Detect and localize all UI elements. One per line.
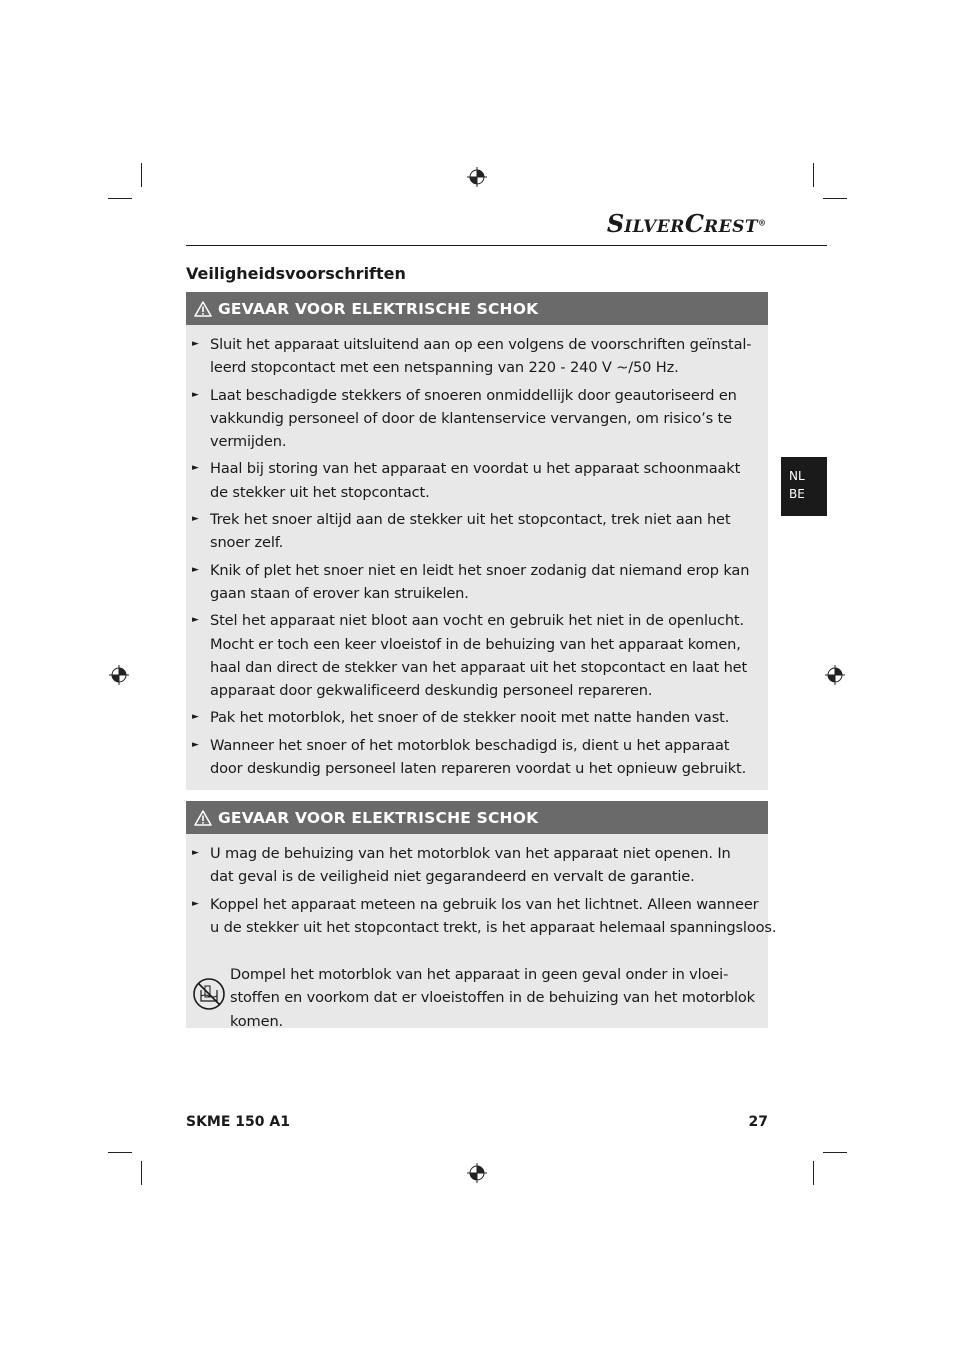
warning-heading-text: GEVAAR VOOR ELEKTRISCHE SCHOK xyxy=(218,808,539,827)
crop-mark xyxy=(813,163,814,187)
list-item xyxy=(192,384,764,454)
warning-heading xyxy=(186,292,768,325)
list-item xyxy=(192,609,764,702)
language-tab xyxy=(781,457,827,516)
bullet-arrow-icon: ► xyxy=(192,463,199,474)
bullet-arrow-icon: ► xyxy=(192,514,199,525)
warning-heading-text: GEVAAR VOOR ELEKTRISCHE SCHOK xyxy=(218,299,539,318)
crop-mark xyxy=(823,1152,847,1153)
crop-mark xyxy=(108,1152,132,1153)
warning-heading xyxy=(186,801,768,834)
crop-mark xyxy=(823,198,847,199)
list-item-text xyxy=(210,559,749,606)
notice-line: komen. xyxy=(230,1012,284,1030)
list-item-text xyxy=(210,842,731,889)
bullet-arrow-icon: ► xyxy=(192,898,199,909)
bullet-arrow-icon: ► xyxy=(192,615,199,626)
list-item-line: Laat beschadigde stekkers of snoeren onmiddellijk door geautoriseerd en xyxy=(210,386,737,404)
list-item-line: apparaat door gekwalificeerd deskundig personeel repareren. xyxy=(210,682,653,700)
list-item-line: Haal bij storing van het apparaat en voordat u het apparaat schoonmaakt xyxy=(210,460,741,478)
list-item-line: Pak het motorblok, het snoer of de stekker nooit met natte handen vast. xyxy=(210,709,730,727)
list-item-line: u de stekker uit het stopcontact trekt, is het apparaat helemaal spanningsloos. xyxy=(210,918,777,936)
list-item-text xyxy=(210,457,740,504)
bullet-arrow-icon: ► xyxy=(192,389,199,400)
list-item-line: Trek het snoer altijd aan de stekker uit het stopcontact, trek niet aan het xyxy=(210,511,731,529)
list-item-text xyxy=(210,609,747,702)
bullet-arrow-icon: ► xyxy=(192,339,199,349)
list-item xyxy=(192,457,764,504)
notice-line: stoffen en voorkom dat er vloeistoffen in de behuizing van het motorblok xyxy=(230,989,755,1007)
warning-box xyxy=(186,801,777,1030)
list-item-line: haal dan direct de stekker van het apparaat uit het stopcontact en laat het xyxy=(210,658,748,676)
list-item xyxy=(192,893,777,940)
registration-mark-icon xyxy=(467,1163,487,1183)
bullet-arrow-icon: ► xyxy=(192,712,199,723)
list-item-line: de stekker uit het stopcontact. xyxy=(210,483,430,501)
list-item-line: Stel het apparaat niet bloot aan vocht en gebruik het niet in de openlucht. xyxy=(210,612,744,630)
warning-box xyxy=(186,292,768,790)
list-item xyxy=(192,734,764,781)
list-item-text xyxy=(210,384,737,454)
list-item-line: vermijden. xyxy=(210,433,287,451)
list-item-line: Koppel het apparaat meteen na gebruik los van het lichtnet. Alleen wanneer xyxy=(210,895,759,913)
safety-list xyxy=(186,834,777,939)
warning-triangle-icon xyxy=(194,810,212,826)
list-item xyxy=(192,333,764,380)
safety-list xyxy=(186,325,768,780)
bullet-arrow-icon: ► xyxy=(192,564,199,575)
list-item-line: dat geval is de veiligheid niet gegarandeerd en vervalt de garantie. xyxy=(210,868,695,886)
brand-logo: SILVERCREST® xyxy=(606,209,766,238)
language-code: BE xyxy=(789,487,805,501)
crop-mark xyxy=(141,1161,142,1185)
warning-triangle-icon xyxy=(194,301,212,317)
registration-mark-icon xyxy=(109,665,129,685)
list-item-text xyxy=(210,508,730,555)
list-item-line: Sluit het apparaat uitsluitend aan op een volgens de voorschriften geïnstal- xyxy=(210,336,752,353)
list-item-line: U mag de behuizing van het motorblok van het apparaat niet openen. In xyxy=(210,845,731,862)
list-item-text xyxy=(210,734,746,781)
list-item-line: Knik of plet het snoer niet en leidt het snoer zodanig dat niemand erop kan xyxy=(210,561,750,579)
footer-model: SKME 150 A1 xyxy=(186,1114,290,1130)
list-item-line: gaan staan of erover kan struikelen. xyxy=(210,584,469,602)
list-item-line: Mocht er toch een keer vloeistof in de behuizing van het apparaat komen, xyxy=(210,635,741,653)
header-divider xyxy=(186,245,827,246)
bullet-arrow-icon: ► xyxy=(192,848,199,858)
list-item xyxy=(192,842,764,889)
list-item xyxy=(192,706,764,729)
list-item-line: door deskundig personeel laten repareren voordat u het opnieuw gebruikt. xyxy=(210,760,747,778)
list-item-line: vakkundig personeel of door de klantenservice vervangen, om risico’s te xyxy=(210,409,732,427)
list-item-line: leerd stopcontact met een netspanning van 220 - 240 V ~/50 Hz. xyxy=(210,359,679,377)
language-code: NL xyxy=(789,469,805,483)
notice-text xyxy=(230,963,755,1033)
crop-mark xyxy=(141,163,142,187)
no-immersion-icon xyxy=(192,977,226,1011)
list-item-text xyxy=(210,893,776,940)
immersion-notice xyxy=(186,957,768,1033)
notice-line: Dompel het motorblok van het apparaat in geen geval onder in vloei- xyxy=(230,966,729,984)
list-item-text xyxy=(210,706,729,729)
page-number: 27 xyxy=(748,1114,768,1130)
list-item xyxy=(192,508,764,555)
registration-mark-icon xyxy=(467,167,487,187)
registration-mark-icon xyxy=(825,665,845,685)
list-item xyxy=(192,559,764,606)
section-title: Veiligheidsvoorschriften xyxy=(186,264,406,283)
crop-mark xyxy=(813,1161,814,1185)
bullet-arrow-icon: ► xyxy=(192,739,199,750)
crop-mark xyxy=(108,198,132,199)
list-item-line: Wanneer het snoer of het motorblok beschadigd is, dient u het apparaat xyxy=(210,736,730,754)
list-item-line: snoer zelf. xyxy=(210,534,284,552)
list-item-text xyxy=(210,333,751,380)
